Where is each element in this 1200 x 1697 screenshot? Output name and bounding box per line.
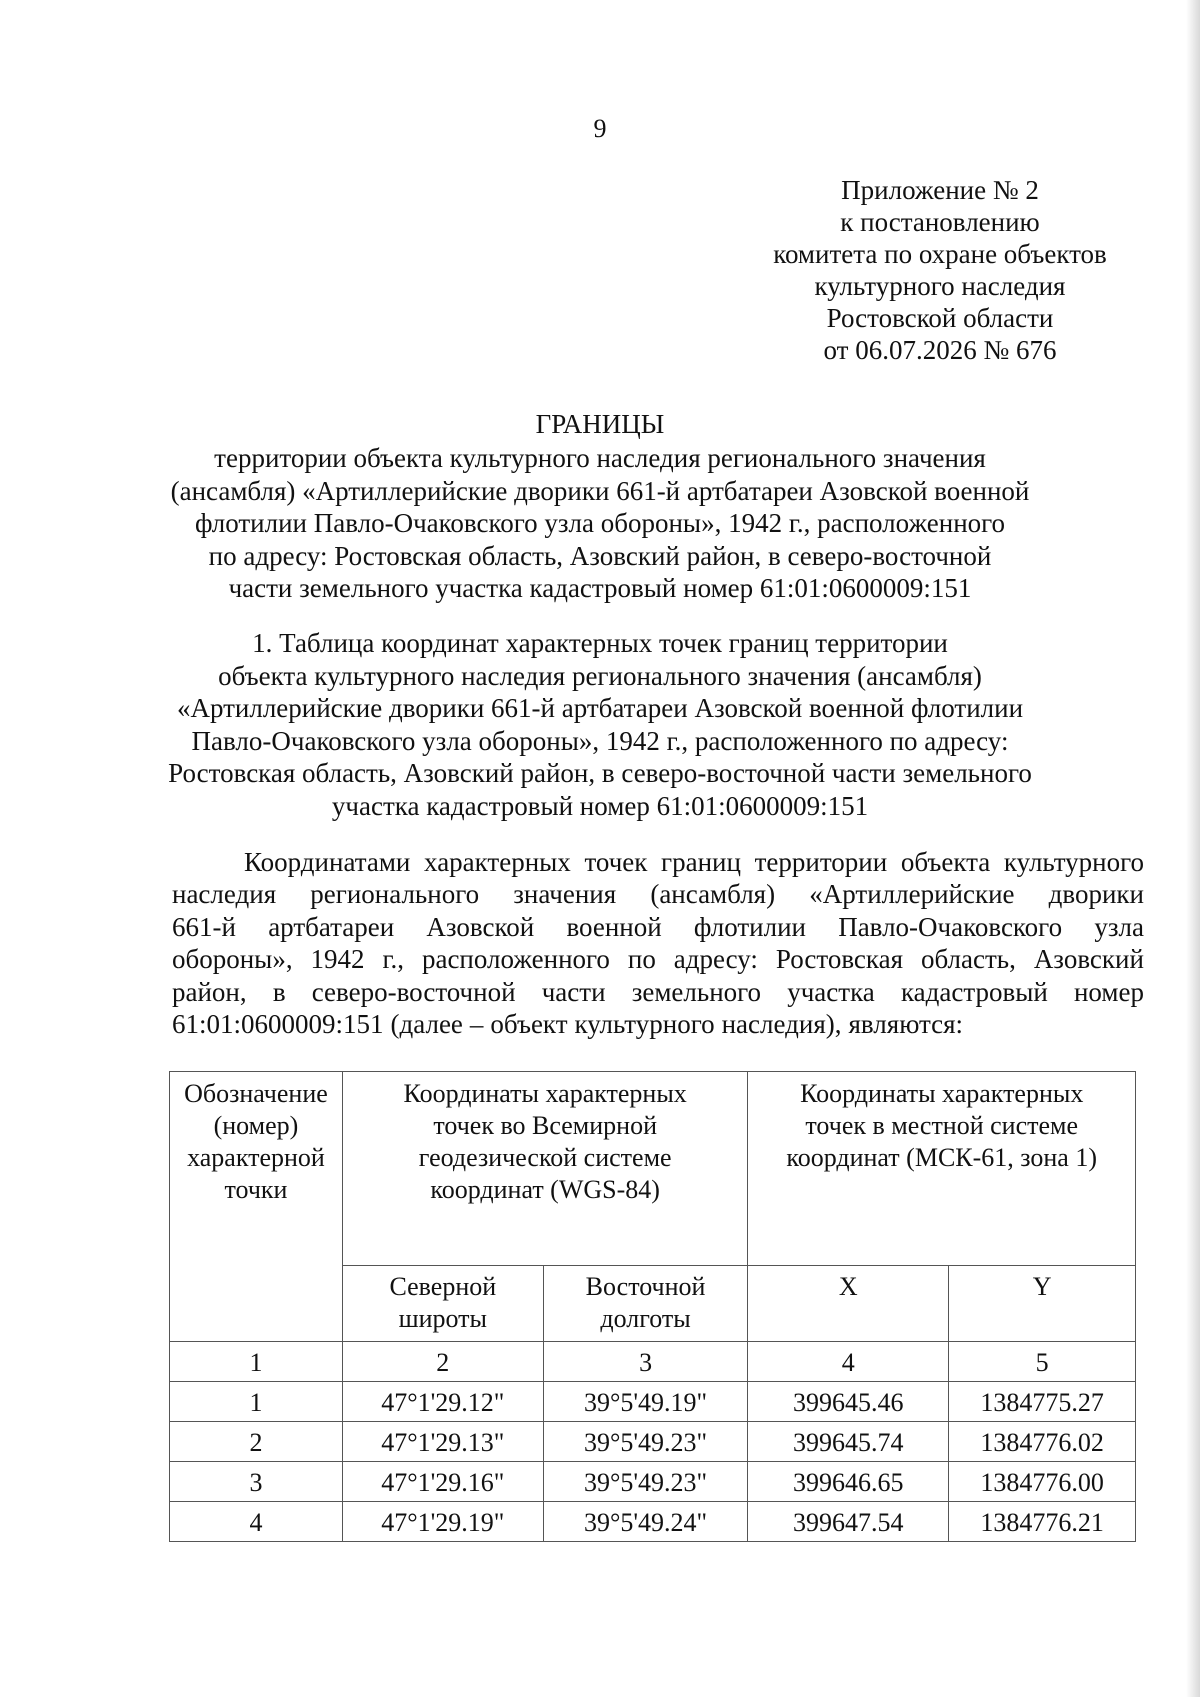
intro-word: регионального xyxy=(310,879,480,910)
intro-word: 661-й xyxy=(172,911,236,942)
intro-word: – xyxy=(469,1009,484,1040)
header-text: точек во Всемирной xyxy=(433,1111,657,1140)
intro-word: точек xyxy=(584,847,648,877)
intro-word: «Артиллерийские xyxy=(809,879,1015,910)
header-point-designation xyxy=(170,1072,343,1342)
intro-word: наследия), xyxy=(721,1009,842,1040)
cell-north: 47°1'29.12" xyxy=(342,1382,543,1422)
coordinates-table xyxy=(169,1071,1136,1542)
intro-word: участка xyxy=(787,976,875,1007)
intro-word: г., xyxy=(382,944,405,975)
cell-y: 1384776.00 xyxy=(949,1462,1136,1502)
title-description xyxy=(0,442,1200,605)
title-description-line: флотилии Павло-Очаковского узла обороны», 1942 г., расположенного xyxy=(194,508,1006,538)
cell-point: 1 xyxy=(170,1382,343,1422)
intro-word: номер xyxy=(1073,976,1144,1007)
intro-word: (далее xyxy=(390,1009,463,1040)
intro-word: кадастровый xyxy=(900,976,1048,1007)
appendix-line: к постановлению xyxy=(840,207,1040,237)
cell-point: 3 xyxy=(170,1462,343,1502)
intro-line xyxy=(172,976,1144,1008)
table-row xyxy=(170,1502,1136,1542)
section-heading-line: 1. Таблица координат характерных точек границ территории xyxy=(252,628,948,658)
subheader-y: Y xyxy=(949,1266,1136,1342)
header-text: Координаты характерных xyxy=(403,1079,687,1108)
intro-word: являются: xyxy=(848,1009,964,1040)
intro-word: расположенного xyxy=(421,944,610,975)
intro-word: область, xyxy=(920,944,1016,975)
intro-word: 61:01:0600009:151 xyxy=(172,1009,384,1040)
section-heading-line: объекта культурного наследия регионального значения (ансамбля) xyxy=(218,660,982,691)
table-row xyxy=(170,1422,1136,1462)
intro-word: Павло-Очаковского xyxy=(838,911,1063,942)
appendix-block xyxy=(740,174,1140,366)
intro-word: Координатами xyxy=(244,847,411,877)
intro-word: 1942 xyxy=(310,944,365,975)
page-number: 9 xyxy=(593,114,607,143)
appendix-line: Приложение № 2 xyxy=(841,175,1039,205)
intro-word: культурного xyxy=(1003,847,1144,877)
header-text: координат (МСК-61, зона 1) xyxy=(786,1143,1098,1172)
appendix-line: комитета по охране объектов xyxy=(773,239,1107,269)
column-number: 1 xyxy=(170,1342,343,1382)
header-text: точки xyxy=(224,1175,288,1204)
intro-line xyxy=(172,878,1144,910)
intro-line xyxy=(172,1008,1144,1040)
section-heading-line: Павло-Очаковского узла обороны», 1942 г., расположенного по адресу: xyxy=(191,725,1009,756)
subheader-x: X xyxy=(748,1266,949,1342)
cell-north: 47°1'29.19" xyxy=(342,1502,543,1542)
cell-east: 39°5'49.24" xyxy=(543,1502,748,1542)
title-description-line: (ансамбля) «Артиллерийские дворики 661-й артбатареи Азовской военной xyxy=(170,475,1030,506)
intro-word: характерных xyxy=(424,847,571,877)
intro-word: объекта xyxy=(900,847,991,877)
header-text: точек в местной системе xyxy=(805,1111,1079,1140)
cell-y: 1384775.27 xyxy=(949,1382,1136,1422)
intro-word: военной xyxy=(566,911,662,942)
intro-word: границ xyxy=(661,847,741,877)
intro-word: Азовский xyxy=(1033,944,1144,975)
page-edge-shadow xyxy=(1186,0,1200,1697)
intro-word: объект xyxy=(490,1009,568,1040)
header-text: геодезической системе xyxy=(418,1143,672,1172)
intro-word: по xyxy=(627,944,656,975)
column-number: 3 xyxy=(543,1342,748,1382)
intro-word: значения xyxy=(513,879,617,910)
intro-line xyxy=(172,943,1144,975)
intro-word: культурного xyxy=(574,1009,715,1040)
table-row xyxy=(170,1462,1136,1502)
intro-word: наследия xyxy=(172,879,277,910)
column-number: 4 xyxy=(748,1342,949,1382)
appendix-line: Ростовской области xyxy=(826,303,1054,333)
header-wgs84 xyxy=(342,1072,748,1266)
intro-word: обороны», xyxy=(172,944,293,975)
intro-word: в xyxy=(272,976,286,1007)
subheader-north-latitude xyxy=(342,1266,543,1342)
section-heading-line: «Артиллерийские дворики 661-й артбатареи Азовской военной флотилии xyxy=(176,693,1024,723)
cell-y: 1384776.02 xyxy=(949,1422,1136,1462)
title-description-line: по адресу: Ростовская область, Азовский район, в северо-восточной xyxy=(208,540,992,571)
column-number: 2 xyxy=(342,1342,543,1382)
intro-word: Ростовская xyxy=(775,944,904,975)
header-text: Северной xyxy=(389,1272,497,1301)
header-text: долготы xyxy=(600,1304,691,1333)
title-description-line: части земельного участка кадастровый номер 61:01:0600009:151 xyxy=(228,573,972,603)
intro-line xyxy=(172,846,1144,878)
intro-word: дворики xyxy=(1048,879,1144,910)
appendix-line: культурного наследия xyxy=(814,271,1066,301)
cell-x: 399647.54 xyxy=(748,1502,949,1542)
intro-word: флотилии xyxy=(693,911,806,942)
cell-east: 39°5'49.19" xyxy=(543,1382,748,1422)
header-text: Координаты характерных xyxy=(800,1079,1084,1108)
intro-word: адресу: xyxy=(673,944,758,975)
intro-paragraph xyxy=(172,846,1144,1040)
header-text: Восточной xyxy=(585,1272,706,1301)
cell-x: 399646.65 xyxy=(748,1462,949,1502)
intro-word: (ансамбля) xyxy=(650,879,776,910)
header-text: характерной xyxy=(187,1143,325,1172)
header-text: координат (WGS-84) xyxy=(430,1175,660,1204)
header-text: широты xyxy=(398,1304,488,1333)
section-heading-line: участка кадастровый номер 61:01:0600009:151 xyxy=(331,790,869,821)
cell-point: 2 xyxy=(170,1422,343,1462)
header-text: (номер) xyxy=(213,1111,299,1140)
intro-word: узла xyxy=(1094,911,1144,942)
cell-north: 47°1'29.16" xyxy=(342,1462,543,1502)
cell-x: 399645.46 xyxy=(748,1382,949,1422)
header-text: Обозначение xyxy=(184,1079,328,1108)
subheader-east-longitude xyxy=(543,1266,748,1342)
intro-word: земельного xyxy=(631,976,762,1007)
title-description-line: территории объекта культурного наследия регионального значения xyxy=(214,443,986,473)
intro-word: район, xyxy=(172,976,247,1007)
header-msk61 xyxy=(748,1072,1136,1266)
cell-y: 1384776.21 xyxy=(949,1502,1136,1542)
cell-point: 4 xyxy=(170,1502,343,1542)
intro-word: северо-восточной xyxy=(311,976,516,1007)
intro-word: артбатареи xyxy=(268,911,395,942)
document-title: ГРАНИЦЫ xyxy=(535,409,665,439)
intro-word: территории xyxy=(754,847,888,877)
appendix-line: от 06.07.2026 № 676 xyxy=(823,335,1057,365)
intro-word: части xyxy=(541,976,606,1007)
section-heading-line: Ростовская область, Азовский район, в северо-восточной части земельного xyxy=(168,758,1032,788)
table-header-row xyxy=(170,1072,1136,1266)
intro-word: Азовской xyxy=(426,911,535,942)
cell-east: 39°5'49.23" xyxy=(543,1422,748,1462)
cell-x: 399645.74 xyxy=(748,1422,949,1462)
cell-north: 47°1'29.13" xyxy=(342,1422,543,1462)
cell-east: 39°5'49.23" xyxy=(543,1462,748,1502)
intro-line xyxy=(172,911,1144,943)
column-number-row xyxy=(170,1342,1136,1382)
table-row xyxy=(170,1382,1136,1422)
section-heading xyxy=(0,627,1200,822)
column-number: 5 xyxy=(949,1342,1136,1382)
